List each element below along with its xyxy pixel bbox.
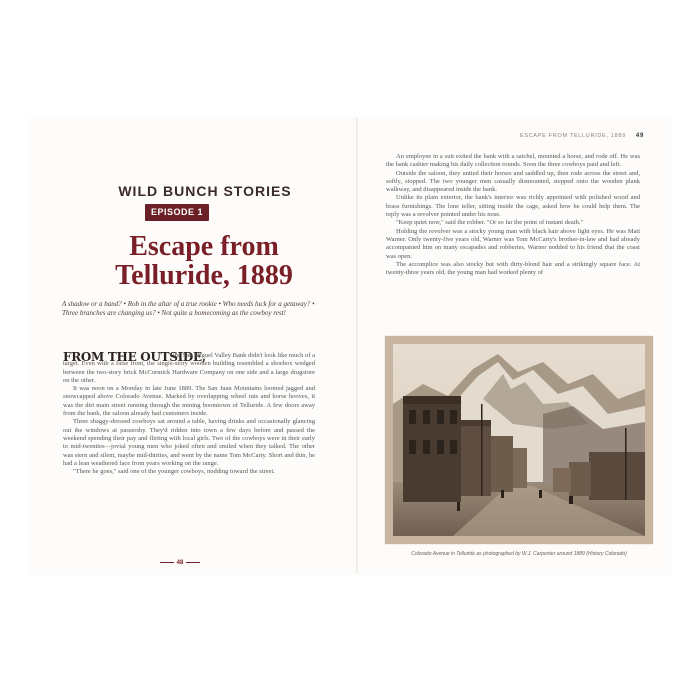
episode-badge: EPISODE 1	[145, 204, 209, 221]
running-head-title: ESCAPE FROM TELLURIDE, 1889	[520, 133, 626, 139]
paragraph: Holding the revolver was a stocky young man with black hair above light eyes. He was Matt Warner. Only twenty-five years old, Warner was Tom McCarty's brother-in-law and had already accompanied him on many escapades and robberies. Warner nodded to his friend that the coast was open.	[386, 227, 640, 260]
paragraph: Outside the saloon, they untied their horses and saddled up, then rode across the street and, softly, stopped. The two younger men casually dismounted, stepped onto the wooden plank walkway, and disappeared inside the bank.	[386, 169, 640, 194]
opening-dropcap: FROM THE OUTSIDE,	[63, 350, 206, 364]
chapter-title-line-2: Telluride, 1889	[115, 260, 293, 291]
photo-caption: Colorado Avenue in Telluride as photographed by W.J. Carpenter around 1889 (History Colorado)	[411, 551, 627, 557]
chapter-dek: A shadow or a band? • Rob in the altar of a true rookie • Who needs luck for a getaway? • Three branches are changing us? • Not quite a homecoming as the cowboy rest!	[62, 300, 315, 317]
right-page-number: 49	[635, 133, 644, 139]
paragraph: "There he goes," said one of the younger cowboys, nodding toward the street.	[73, 468, 275, 476]
paragraph: An employee in a suit exited the bank with a satchel, mounted a horse, and rode off. He was the bank cashier making his daily collection rounds. Soon the three cowboys paid and left.	[386, 153, 640, 169]
telluride-street-photo	[393, 344, 645, 536]
paragraph: Unlike its plain exterior, the bank's interior was richly appointed with polished wood and brass furnishings. The lone teller, sitting inside the cage, asked how he could help them. The reply was a revolver pointed under his nose.	[386, 194, 640, 219]
left-folio	[150, 560, 210, 566]
chapter-title-line-1: Escape from	[129, 231, 279, 262]
left-body-text	[63, 352, 315, 476]
book-gutter	[356, 118, 358, 574]
series-kicker: WILD BUNCH STORIES	[118, 183, 292, 199]
left-page-number: 48	[176, 560, 184, 566]
chapter-title	[74, 232, 334, 290]
paragraph: "Keep quiet now," said the robber. "Or so far the point of instant death."	[396, 219, 584, 227]
right-body-text	[386, 153, 640, 277]
paragraph: It was noon on a Monday in late June 1889. The San Juan Mountains loomed jagged and snowcapped above Colorado Avenue. Marked by overlapping wheel ruts and horse hooves, it was the dirt main street running through the mining boomtown of Telluride. A few doors away from the bank, the saloon already had customers inside.	[63, 385, 315, 418]
folio-rule	[160, 562, 174, 563]
historic-photograph	[385, 336, 653, 544]
paragraph: The accomplice was also stocky but with dirty-blond hair and a strikingly square face. At twenty-three years old, the young man had worked plenty of	[386, 260, 640, 277]
paragraph: the San Miguel Valley Bank didn't look like much of a target. Even with a false front, the single-story wooden building resembled a shoebox wedged between the two-story brick McCormick Hardware Company on one side and a large drugstore on the other.	[63, 352, 315, 384]
folio-rule	[186, 562, 200, 563]
running-head	[520, 133, 660, 139]
paragraph: Three shaggy-dressed cowboys sat around a table, having drinks and occasionally glancing out the windows at passersby. They'd ridden into town a few days before and passed the weekend spending their pay and flirting with local girls. Two of the cowboys were in their early to mid-twenties—jovial young men who joked often and smiled when they talked. The other was stern and silent, maybe mid-thirties, and went by the name Tom McCarty. Short and thin, he had a lean weathered face from years working on the range.	[63, 418, 315, 467]
